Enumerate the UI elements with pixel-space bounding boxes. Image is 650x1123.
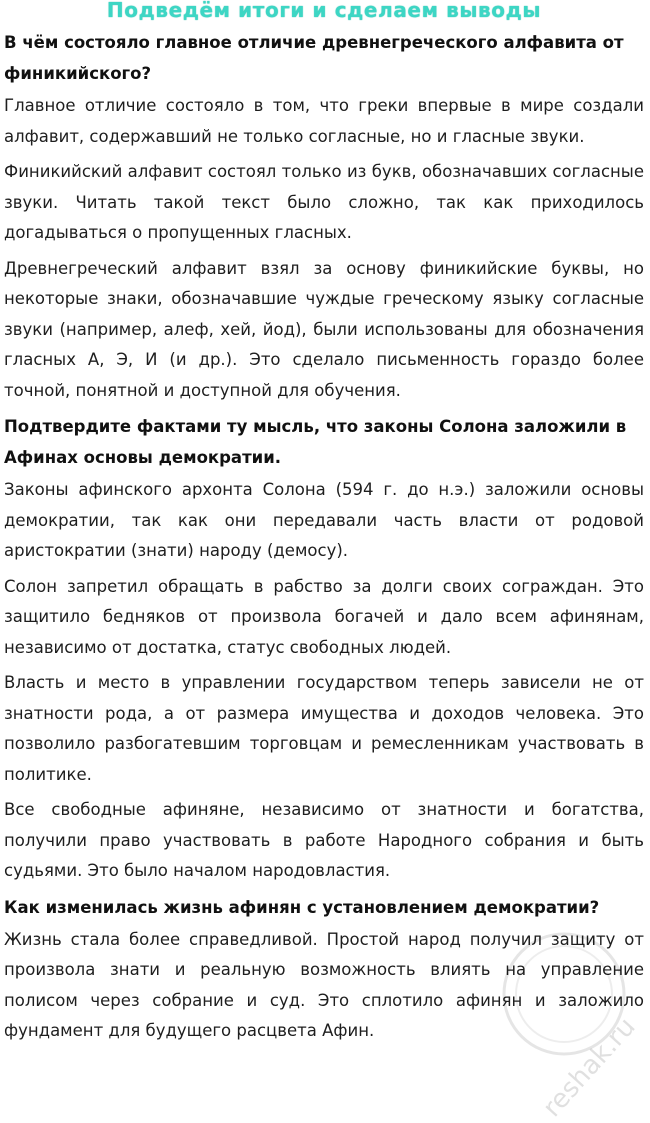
- question-heading: Подтвердите фактами ту мысль, что законы Солона заложили в Афинах основы демократии.: [4, 417, 627, 467]
- section-democracy-life: [4, 892, 644, 1047]
- answer-paragraph: Все свободные афиняне, независимо от знатности и богатства, получили право участвовать в работе Народного собрания и быть судьями. Это было началом народовластия.: [4, 800, 644, 880]
- section-alphabet: [4, 27, 644, 406]
- answer-paragraph: Солон запретил обращать в рабство за долги своих сограждан. Это защитило бедняков от произвола богачей и дало всем афинянам, независимо от достатка, статус свободных людей.: [4, 576, 644, 657]
- question-heading: Как изменилась жизнь афинян с установлением демократии?: [4, 897, 600, 917]
- page-title: Подведём итоги и сделаем выводы: [106, 0, 542, 22]
- answer-paragraph: Древнегреческий алфавит взял за основу финикийские буквы, но некоторые знаки, обозначавшие чуждые греческому языку согласные звуки (например, алеф, хей, йод), были использованы для обозначения гласных А, Э, И (и др.). Это сделало письменность гораздо более точной, понятной и доступной для обучения.: [4, 258, 644, 400]
- answer-paragraph: Власть и место в управлении государством теперь зависели не от знатности рода, а от размера имущества и доходов человека. Это позволило разбогатевшим торговцам и ремесленникам участвовать в политике.: [4, 673, 644, 784]
- answer-paragraph: Главное отличие состояло в том, что греки впервые в мире создали алфавит, содержавший не только согласные, но и гласные звуки.: [4, 96, 644, 146]
- question-heading: В чём состояло главное отличие древнегреческого алфавита от финикийского?: [4, 33, 624, 83]
- answer-paragraph: Финикийский алфавит состоял только из букв, обозначавших согласные звуки. Читать такой текст было сложно, так как приходилось догадываться о пропущенных гласных.: [4, 162, 644, 242]
- answer-paragraph: Законы афинского архонта Солона (594 г. до н.э.) заложили основы демократии, так как они передавали часть власти от родовой аристократии (знати) народу (демосу).: [4, 480, 644, 560]
- watermark-text: reshak.ru: [537, 1011, 642, 1123]
- answer-paragraph: Жизнь стала более справедливой. Простой народ получил защиту от произвола знати и реальную возможность влиять на управление полисом через собрание и суд. Это сплотило афинян и заложило фундамент для будущего расцвета Афин.: [4, 929, 644, 1040]
- section-solon-laws: [4, 411, 644, 887]
